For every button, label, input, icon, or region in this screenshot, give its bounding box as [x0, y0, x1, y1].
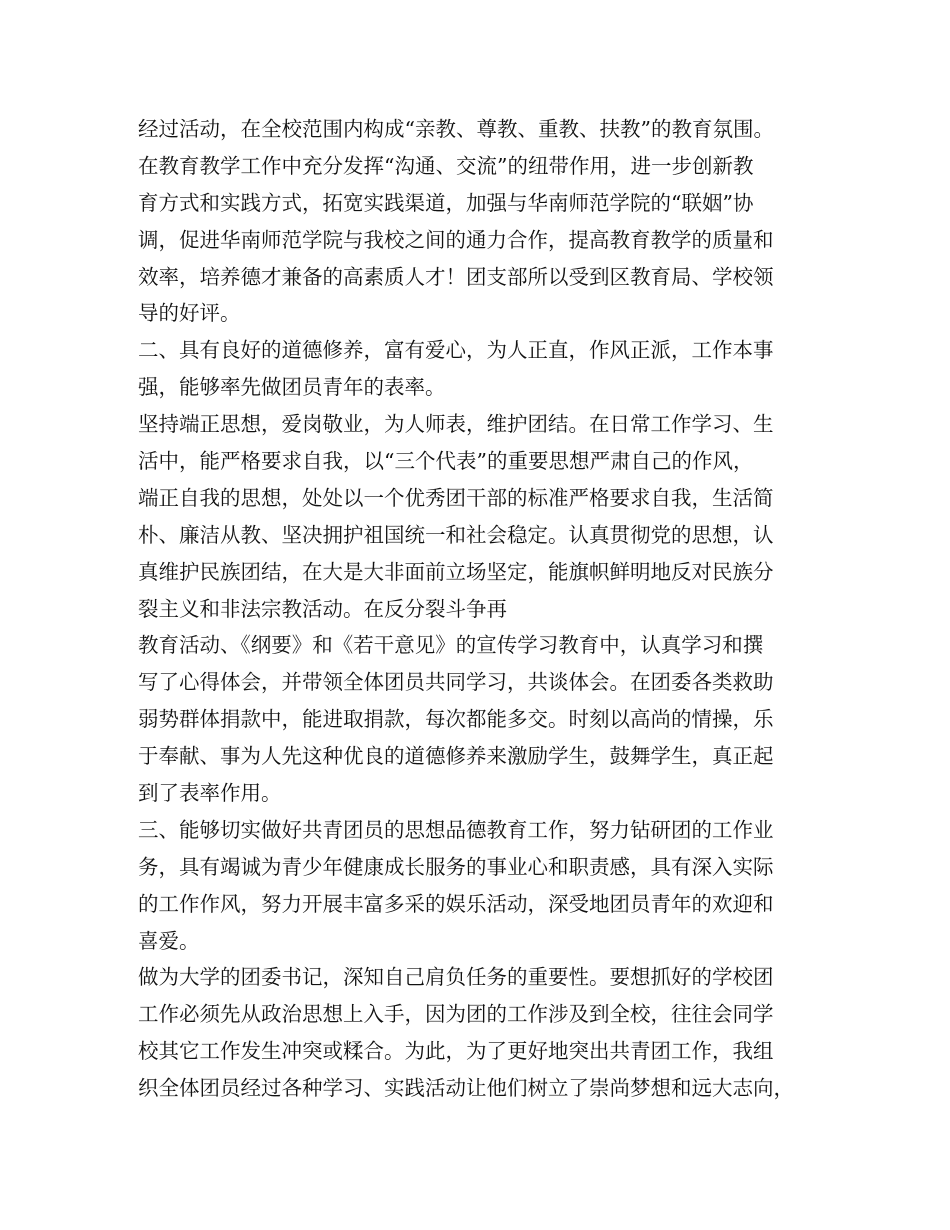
- text-line: 经过活动，在全校范围内构成“亲教、尊教、重教、扶教”的教育氛围。: [138, 117, 774, 141]
- text-line: 喜爱。: [138, 928, 200, 953]
- text-line: 到了表率作用。: [138, 781, 282, 806]
- text-line: 教育活动、《纲要》和《若干意见》的宣传学习教育中，认真学习和撰: [138, 633, 764, 658]
- text-line: 效率，培养德才兼备的高素质人才！团支部所以受到区教育局、学校领: [138, 264, 774, 289]
- text-line: 强，能够率先做团员青年的表率。: [138, 375, 446, 400]
- text-line: 三、能够切实做好共青团员的思想品德教育工作，努力钻研团的工作业: [138, 817, 774, 842]
- text-line: 二、具有良好的道德修养，富有爱心，为人正直，作风正派，工作本事: [138, 338, 774, 363]
- text-line: 坚持端正思想，爱岗敬业，为人师表，维护团结。在日常工作学习、生: [138, 412, 774, 437]
- text-line: 真维护民族团结，在大是大非面前立场坚定，能旗帜鲜明地反对民族分: [138, 559, 774, 584]
- text-line: 校其它工作发生冲突或糅合。为此，为了更好地突出共青团工作，我组: [138, 1039, 774, 1064]
- text-line: 端正自我的思想，处处以一个优秀团干部的标准严格要求自我，生活简: [138, 485, 774, 510]
- body-text: [138, 111, 838, 1107]
- text-line: 调，促进华南师范学院与我校之间的通力合作，提高教育教学的质量和: [138, 227, 774, 252]
- text-line: 工作必须先从政治思想上入手，因为团的工作涉及到全校，往往会同学: [138, 1002, 774, 1027]
- text-line: 做为大学的团委书记，深知自己肩负任务的重要性。要想抓好的学校团: [138, 965, 774, 990]
- text-line: 于奉献、事为人先这种优良的道德修养来激励学生，鼓舞学生，真正起: [138, 744, 774, 769]
- text-line: 育方式和实践方式，拓宽实践渠道，加强与华南师范学院的“联姻”协: [138, 190, 754, 215]
- text-line: 的工作作风，努力开展丰富多采的娱乐活动，深受地团员青年的欢迎和: [138, 891, 774, 916]
- text-line: 裂主义和非法宗教活动。在反分裂斗争再: [138, 596, 507, 621]
- text-line: 务，具有竭诚为青少年健康成长服务的事业心和职责感，具有深入实际: [138, 854, 774, 879]
- text-line: 织全体团员经过各种学习、实践活动让他们树立了崇尚梦想和远大志向，: [138, 1076, 794, 1101]
- text-line: 写了心得体会，并带领全体团员共同学习，共谈体会。在团委各类救助: [138, 670, 774, 695]
- text-line: 导的好评。: [138, 301, 241, 326]
- text-line: 弱势群体捐款中，能进取捐款，每次都能多交。时刻以高尚的情操，乐: [138, 707, 774, 732]
- text-line: 在教育教学工作中充分发挥“沟通、交流”的纽带作用，进一步创新教: [138, 153, 754, 178]
- text-line: 活中，能严格要求自我，以“三个代表”的重要思想严肃自己的作风，: [138, 449, 754, 474]
- text-line: 朴、廉洁从教、坚决拥护祖国统一和社会稳定。认真贯彻党的思想，认: [138, 522, 774, 547]
